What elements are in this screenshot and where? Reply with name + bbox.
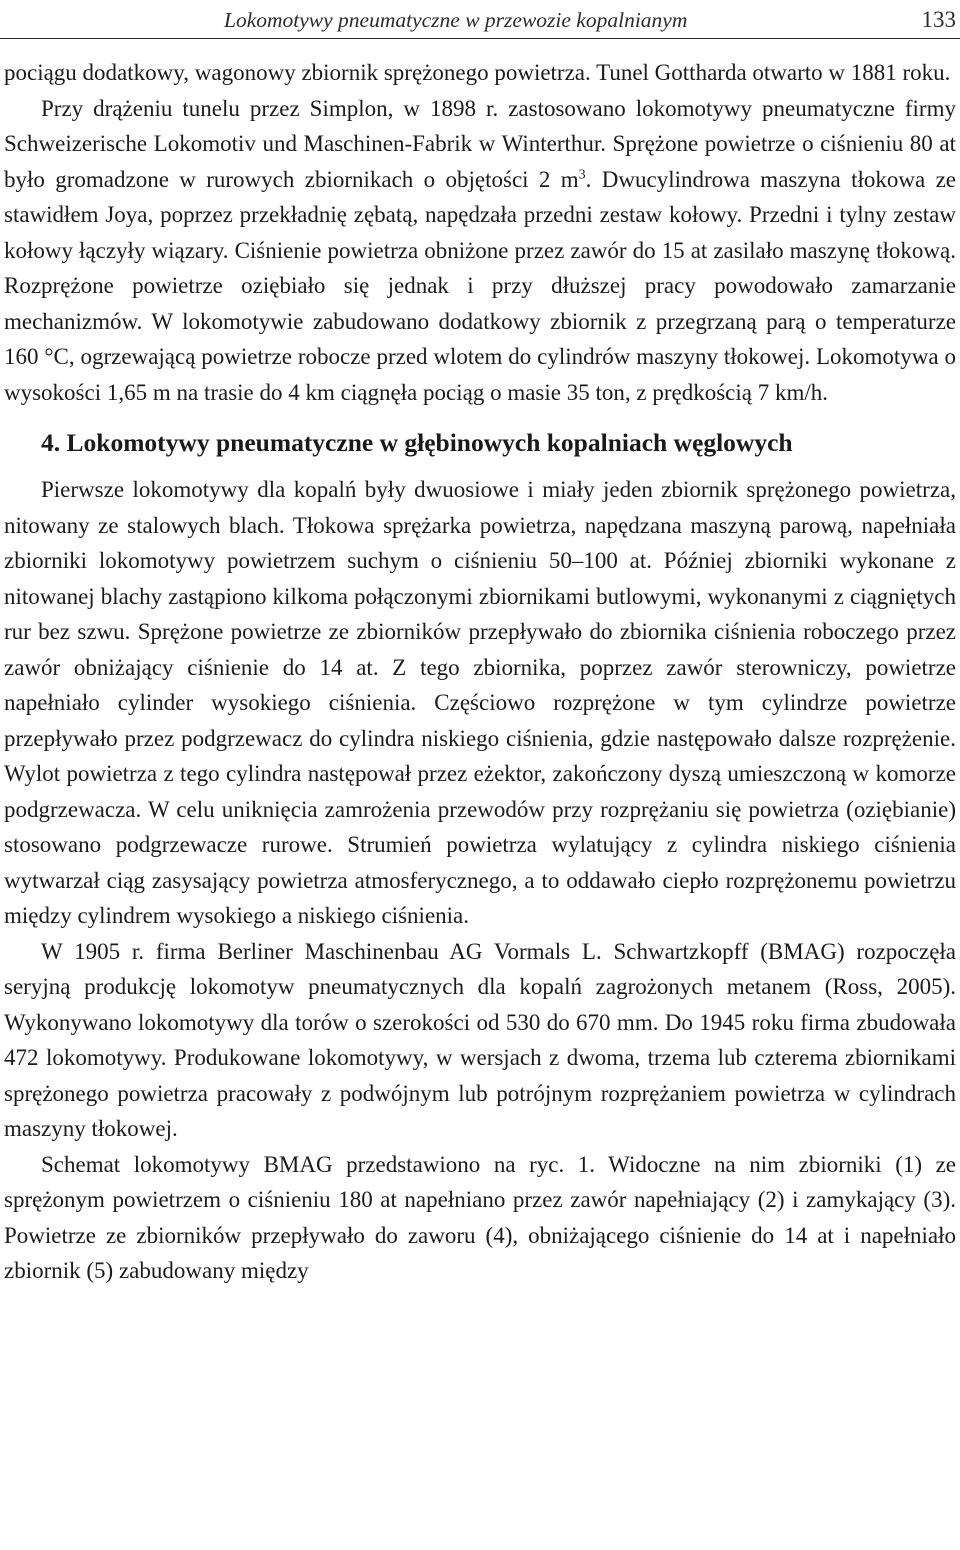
page-number: 133 <box>921 7 956 32</box>
running-header <box>0 0 960 40</box>
body-text <box>4 55 956 1289</box>
header-rule <box>0 38 960 39</box>
paragraph-bmag-production: W 1905 r. firma Berliner Maschinenbau AG Vormals L. Schwartzkopff (BMAG) rozpoczęła seryjną produkcję lokomotyw pneumatycznych dla kopalń zagrożonych metanem (Ross, 2005). Wykonywano lokomotywy dla torów o szerokości od 530 do 670 mm. Do 1945 roku firma zbudowała 472 lokomotywy. Produkowane lokomotywy, w wersjach z dwoma, trzema lub czterema zbiornikami sprężonego powietrza pracowały z podwójnym lub potrójnym rozprężaniem powietrza w cylindrach maszyny tłokowej. <box>4 938 956 1141</box>
paragraph-text: . Dwucylindrowa maszyna tłokowa ze stawidłem Joya, poprzez przekładnię zębatą, napędzała przedni zestaw kołowy. Przedni i tylny zestaw kołowy łączyły wiązary. Ciśnienie powietrza obniżone przez zawór do 15 at zasilało maszynę tłokową. Rozprężone powietrze oziębiało się jednak i przy dłuższej pracy powodowało zamarzanie mechanizmów. W lokomotywie zabudowano dodatkowy zbiornik z przegrzaną parą o temperaturze 160 °C, ogrzewającą powietrze robocze przed wlotem do cylindrów maszyny tłokowej. Lokomotywa o wysokości 1,65 m na trasie do 4 km ciągnęła pociąg o masie 35 ton, z prędkością 7 km/h. <box>4 166 956 405</box>
paragraph-simplon-tunnel <box>4 91 956 411</box>
superscript-cubic: 3 <box>578 166 586 182</box>
paragraph-text: Przy drążeniu tunelu przez Simplon, w 1898 r. zastosowano lokomotywy pneumatyczne firmy Schweizerische Lokomotiv und Maschinen-Fabrik w Winterthur. Sprężone powietrze o ciśnieniu 80 at było gromadzone w rurowych zbiornikach o objętości 2 m <box>4 95 956 192</box>
paragraph-first-mine-locomotives: Pierwsze lokomotywy dla kopalń były dwuosiowe i miały jeden zbiornik sprężonego powietrza, nitowany ze stalowych blach. Tłokowa sprężarka powietrza, napędzana maszyną parową, napełniała zbiorniki lokomotywy powietrzem suchym o ciśnieniu 50–100 at. Później zbiorniki wykonane z nitowanej blachy zastąpiono kilkoma połączonymi zbiornikami butlowymi, wykonanymi z ciągniętych rur bez szwu. Sprężone powietrze ze zbiorników przepływało do zbiornika ciśnienia roboczego przez zawór obniżający ciśnienie do 14 at. Z tego zbiornika, poprzez zawór sterowniczy, powietrze napełniało cylinder wysokiego ciśnienia. Częściowo rozprężone w tym cylindrze powietrze przepływało przez podgrzewacz do cylindra niskiego ciśnienia, gdzie następowało dalsze rozprężenie. Wylot powietrza z tego cylindra następował przez eżektor, zakończony dyszą umieszczoną w komorze podgrzewacza. W celu uniknięcia zamrożenia przewodów przy rozprężaniu się powietrza (oziębianie) stosowano podgrzewacze rurowe. Strumień powietrza wylatujący z cylindra niskiego ciśnienia wytwarzał ciąg zasysający powietrza atmosferycznego, a to oddawało ciepło rozprężonemu powietrzu między cylindrem wysokiego a niskiego ciśnienia. <box>4 477 956 928</box>
running-title: Lokomotywy pneumatyczne w przewozie kopalnianym <box>224 7 688 32</box>
paragraph-gotthard-tunnel: pociągu dodatkowy, wagonowy zbiornik sprężonego powietrza. Tunel Gottharda otwarto w 1881 roku. <box>4 60 951 85</box>
section-heading: 4. Lokomotywy pneumatyczne w głębinowych kopalniach węglowych <box>41 428 793 457</box>
paragraph-bmag-scheme: Schemat lokomotywy BMAG przedstawiono na ryc. 1. Widoczne na nim zbiorniki (1) ze sprężonym powietrzem o ciśnieniu 180 at napełniano przez zawór napełniający (2) i zamykający (3). Powietrze ze zbiorników przepływało do zaworu (4), obniżającego ciśnienie do 14 at i napełniało zbiornik (5) zabudowany między <box>4 1151 956 1283</box>
